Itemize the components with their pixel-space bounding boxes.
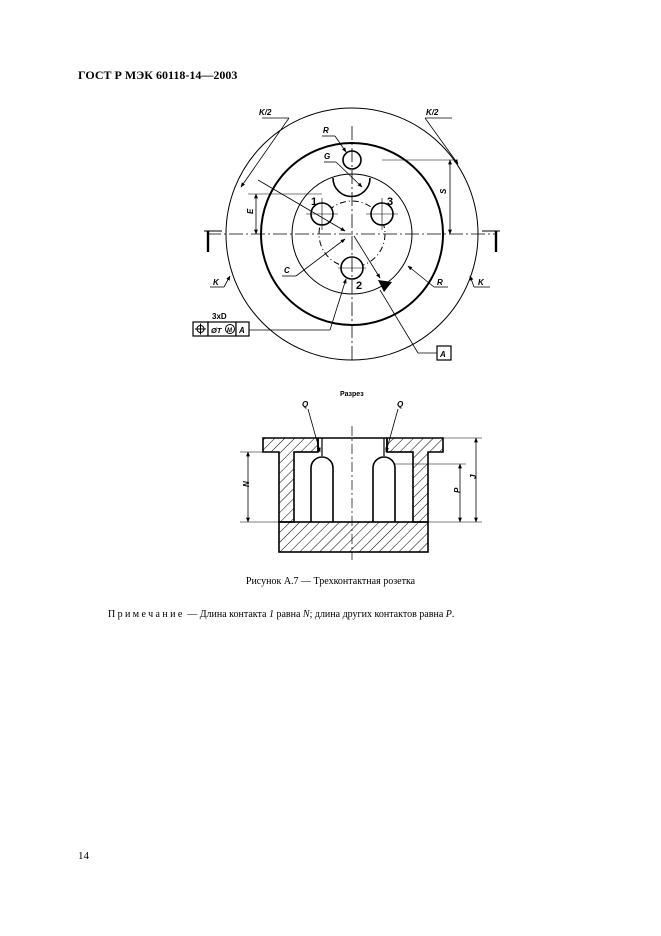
note-text-1: — Длина контакта [184,609,269,620]
key-notch [333,178,370,197]
label-r-right: R [437,278,443,287]
label-s: S [439,188,448,194]
tolerance-modifier: M [227,328,232,334]
note-value-1: 1 [268,609,274,620]
note-prefix: Примечание [108,609,185,620]
label-p: P [453,487,462,493]
contact-label-3: 3 [387,196,394,208]
label-q-right: Q [397,400,404,409]
label-k2-left: K/2 [259,108,272,117]
section-title: Разрез [340,391,364,398]
label-k-left: K [213,278,219,287]
contact-label-1: 1 [311,196,318,208]
note-value-n: N [302,609,310,620]
label-k-right: K [478,278,484,287]
tolerance-datum: A [239,326,245,335]
contact-label-2: 2 [356,280,363,292]
label-r-top: R [323,126,329,135]
label-k2-right: K/2 [426,108,439,117]
label-q-left: Q [302,400,309,409]
label-c: C [284,266,290,275]
tolerance-quantity: 3xD [212,312,227,321]
page-number: 14 [78,850,89,862]
label-j: J [469,474,478,479]
document-header: ГОСТ Р МЭК 60118-14—2003 [78,68,238,82]
note-value-p: P [445,609,452,620]
note-text-2: равна [273,609,303,620]
label-n: N [242,481,251,487]
figure-caption: Рисунок А.7 — Трехконтактная розетка [245,576,416,587]
tolerance-value: ØT [211,326,222,335]
label-e: E [246,208,255,214]
section-view [240,409,482,560]
figure-note [108,609,454,620]
datum-a-label: A [440,350,446,359]
note-text-3: ; длина других контактов равна [309,609,446,620]
label-g: G [324,152,331,161]
note-text-4: . [451,609,455,620]
